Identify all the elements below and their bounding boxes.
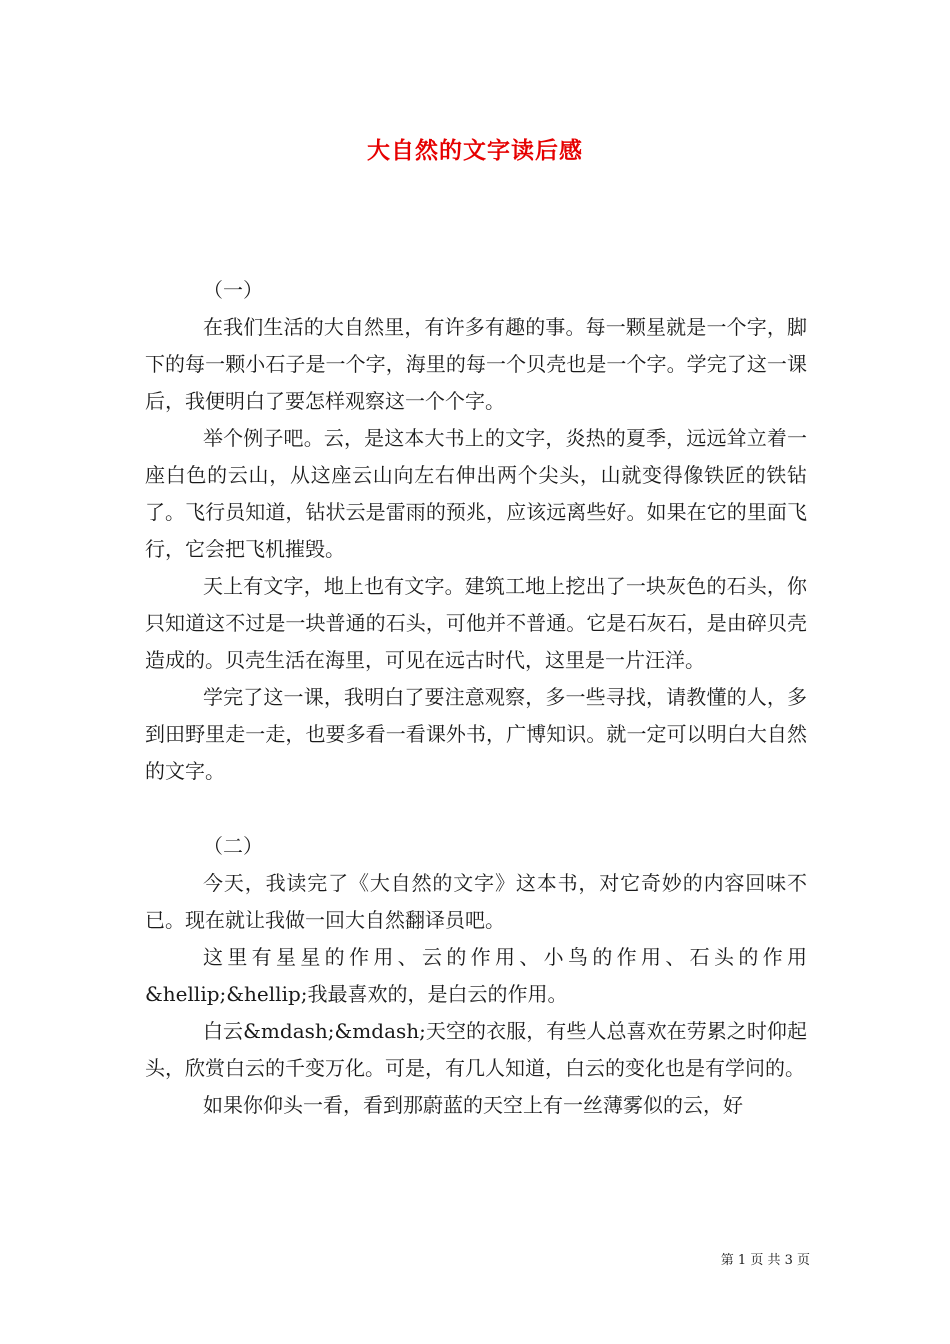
paragraph: 今天，我读完了《大自然的文字》这本书，对它奇妙的内容回味不已。现在就让我做一回大自然翻译员吧。: [145, 871, 807, 932]
paragraph: 白云&mdash;&mdash;天空的衣服，有些人总喜欢在劳累之时仰起头，欣赏白云的千变万化。可是，有几人知道，白云的变化也是有学问的。: [145, 1019, 807, 1080]
section-2: [145, 828, 807, 1124]
paragraph: 在我们生活的大自然里，有许多有趣的事。每一颗星就是一个字，脚下的每一颗小石子是一个字，海里的每一个贝壳也是一个字。学完了这一课后，我便明白了要怎样观察这一个个字。: [145, 315, 807, 413]
paragraph: 如果你仰头一看，看到那蔚蓝的天空上有一丝薄雾似的云，好: [203, 1093, 743, 1117]
section-1: [145, 272, 807, 790]
paragraph: 学完了这一课，我明白了要注意观察，多一些寻找，请教懂的人，多到田野里走一走，也要多看一看课外书，广博知识。就一定可以明白大自然的文字。: [145, 685, 807, 783]
paragraph: 举个例子吧。云，是这本大书上的文字，炎热的夏季，远远耸立着一座白色的云山，从这座云山向左右伸出两个尖头，山就变得像铁匠的铁钻了。飞行员知道，钻状云是雷雨的预兆，应该远离些好。如果在它的里面飞行，它会把飞机摧毁。: [145, 426, 807, 561]
paragraph: 这里有星星的作用、云的作用、小鸟的作用、石头的作用&hellip;&hellip;我最喜欢的，是白云的作用。: [145, 945, 807, 1006]
document-body: [145, 272, 807, 1124]
section-heading: （二）: [203, 834, 263, 858]
page-number: 第 1 页 共 3 页: [720, 1253, 810, 1268]
paragraph: 天上有文字，地上也有文字。建筑工地上挖出了一块灰色的石头，你只知道这不过是一块普通的石头，可他并不普通。它是石灰石，是由碎贝壳造成的。贝壳生活在海里，可见在远古时代，这里是一片汪洋。: [145, 574, 807, 672]
document-title: 大自然的文字读后感: [367, 137, 583, 164]
section-heading: （一）: [203, 278, 263, 302]
section-spacer: [145, 790, 807, 828]
